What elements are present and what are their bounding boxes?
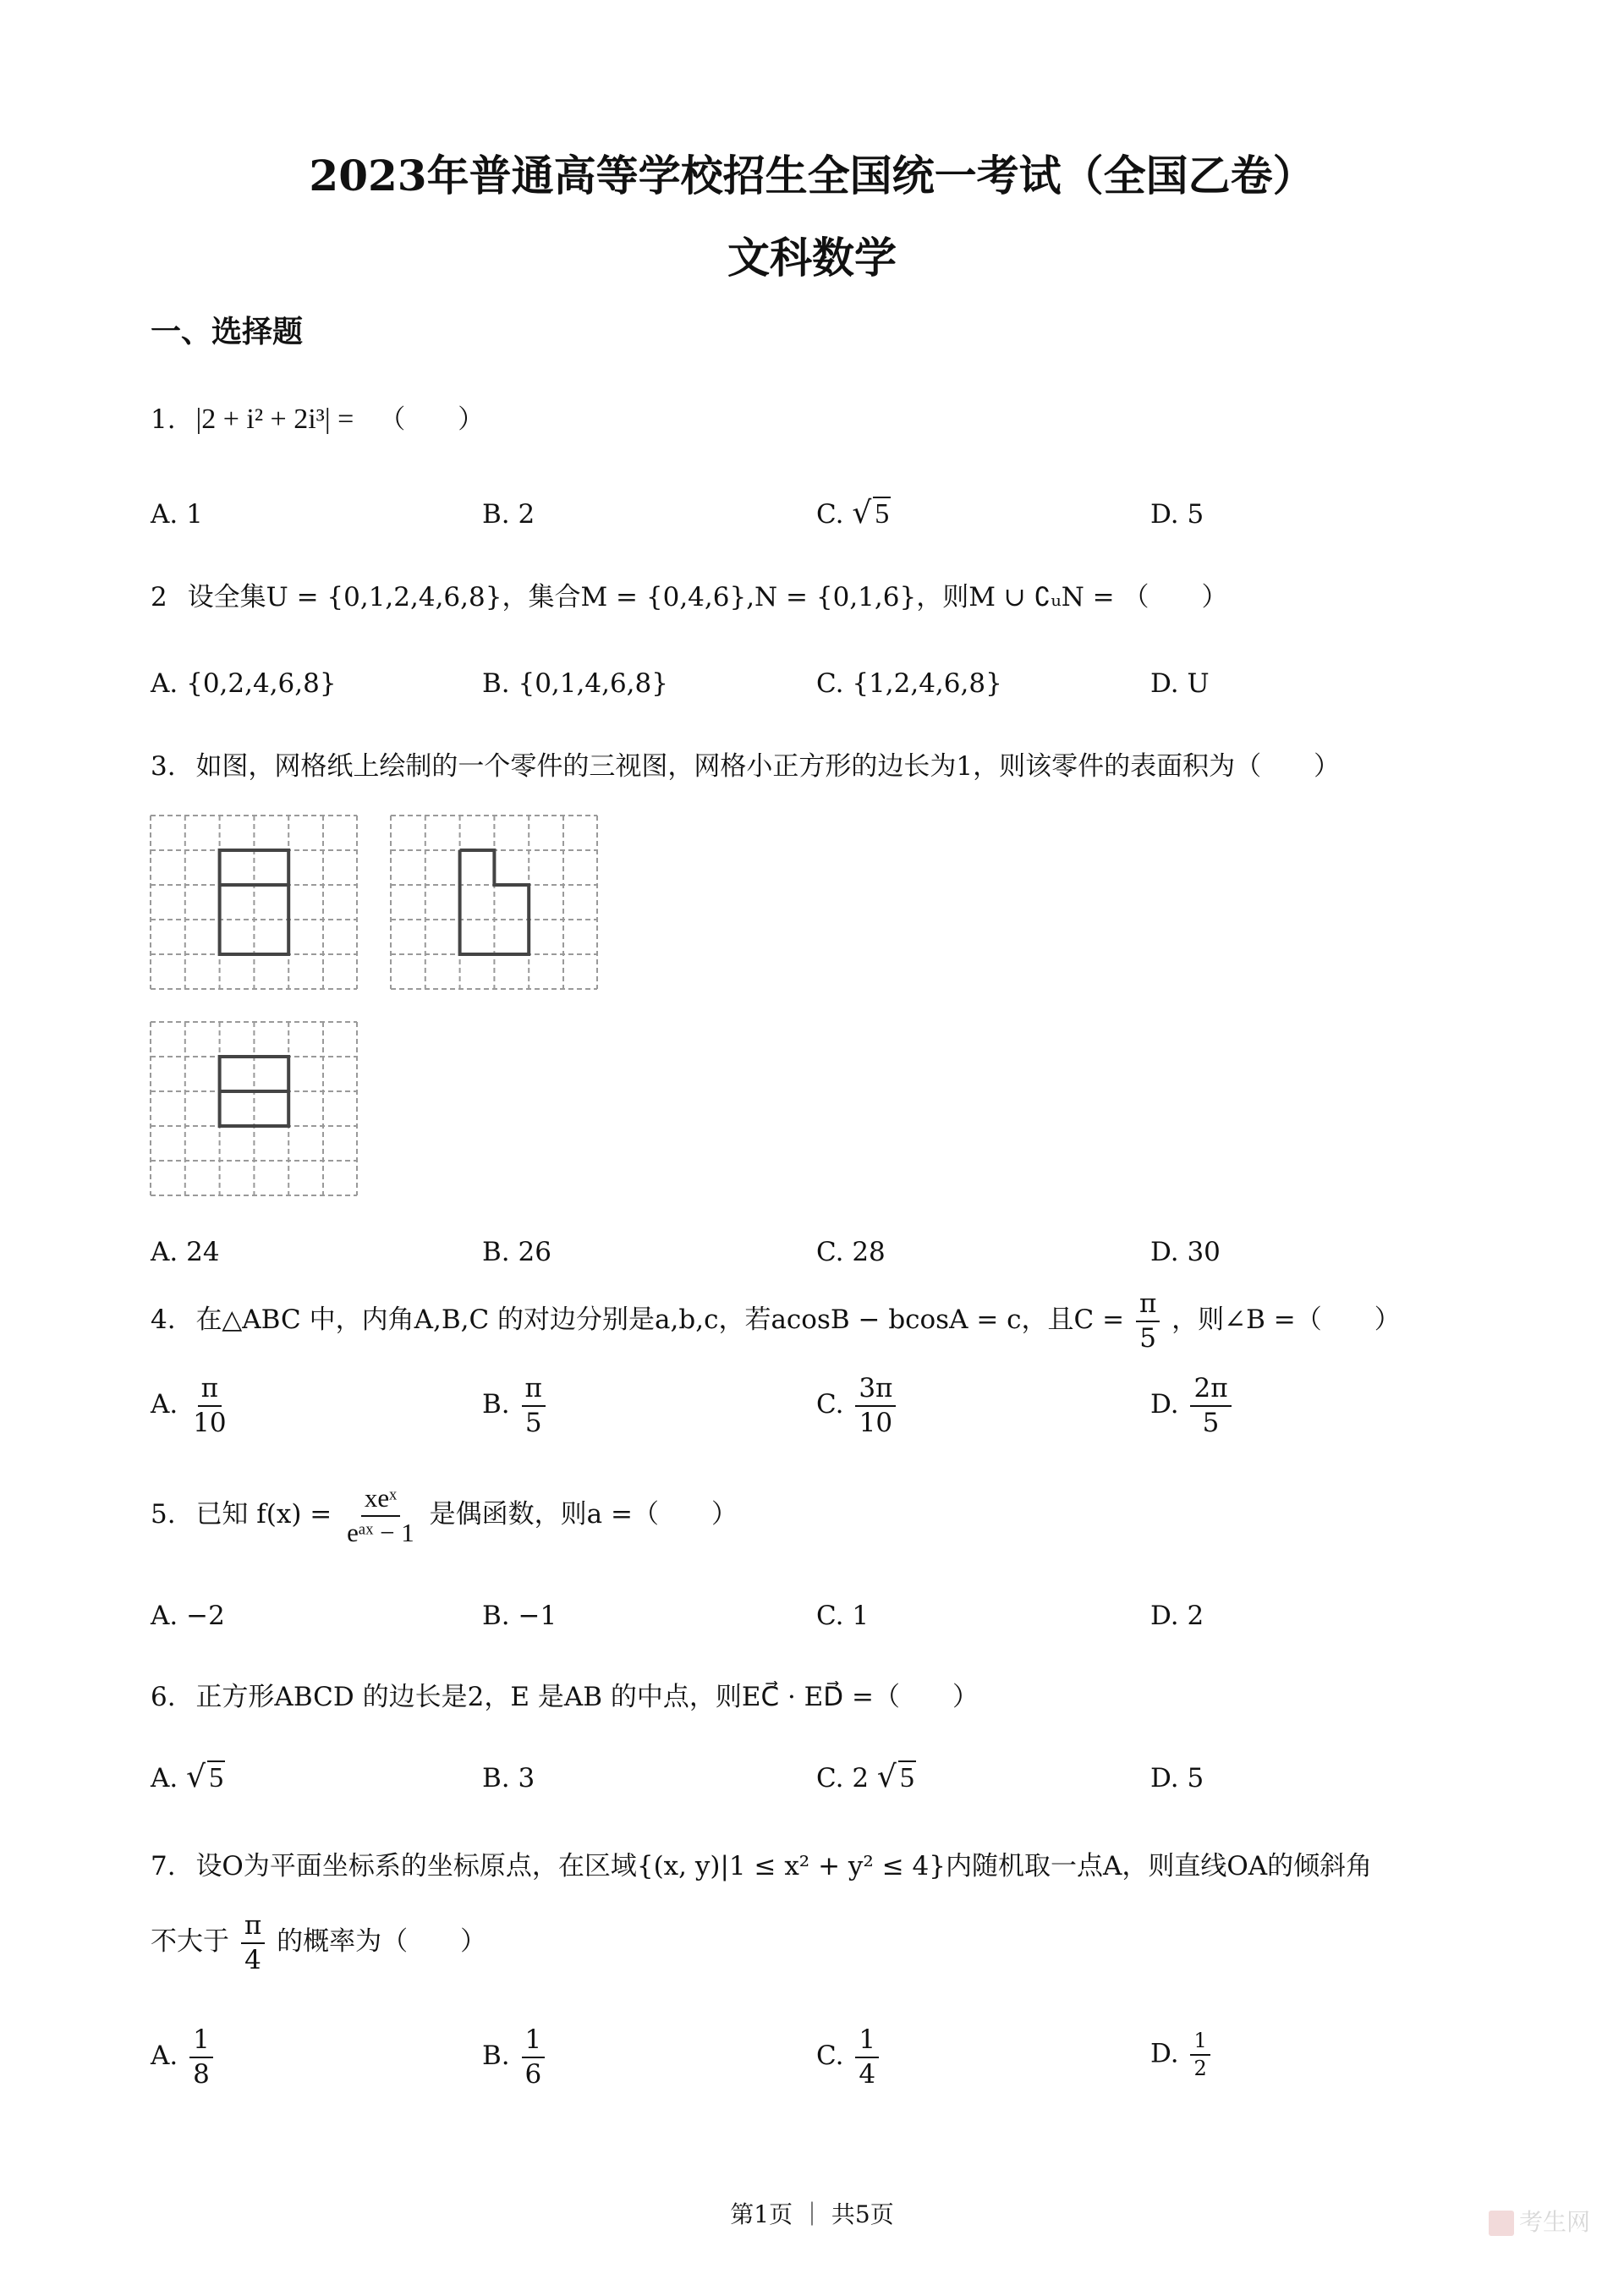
question-5 — [151, 1485, 738, 1546]
fraction: $\frac{1}{8}$ — [189, 2026, 213, 2088]
exam-subtitle: 文科数学 — [727, 233, 897, 283]
answer-blank: （ ） — [379, 404, 485, 435]
question-text: 已知 f(x) = — [195, 1499, 332, 1530]
question-3 — [151, 744, 1340, 783]
option-d: D. 2 — [1150, 1601, 1204, 1631]
option-c: C. √ 5 — [816, 496, 890, 530]
fraction: $\frac{\pi}{4}$ — [241, 1912, 265, 1974]
fraction: $\frac{\pi}{10}$ — [193, 1373, 227, 1438]
option-d: D. 5 — [1150, 499, 1204, 530]
question-1 — [151, 398, 484, 436]
question-number: 4. — [151, 1305, 176, 1336]
sqrt-icon: √ — [852, 496, 872, 530]
option-b: B. $\frac{\pi}{5}$ — [482, 1375, 549, 1436]
fraction: $\frac{1}{6}$ — [522, 2026, 546, 2088]
question-text: 不大于 — [151, 1926, 229, 1958]
option-b: B. −1 — [482, 1601, 557, 1631]
option-c: C. $\frac{3\pi}{10}$ — [816, 1375, 899, 1436]
option-a: A. {0,2,4,6,8} — [151, 668, 337, 699]
fraction: $\frac{3\pi}{10}$ — [855, 1375, 896, 1436]
option-b: B. $\frac{1}{6}$ — [482, 2026, 548, 2088]
fraction: $\frac{1}{4}$ — [855, 2026, 879, 2088]
option-d: D. 5 — [1150, 1763, 1204, 1793]
section-title: 一、选择题 — [151, 314, 304, 349]
question-number: 3. — [151, 751, 176, 782]
question-text-end: 是偶函数，则a =（ ） — [429, 1499, 738, 1530]
option-c: C. 28 — [816, 1237, 886, 1267]
fraction: $\frac{1}{2}$ — [1190, 2030, 1210, 2079]
fraction: $\frac{\text{xeˣ}}{\text{eᵃˣ − 1}}$ — [347, 1483, 414, 1547]
option-b: B. {0,1,4,6,8} — [482, 668, 668, 699]
question-text: 如图，网格纸上绘制的一个零件的三视图，网格小正方形的边长为1，则该零件的表面积为（ ） — [195, 751, 1341, 782]
question-text: |2 + i² + 2i³| = — [195, 404, 354, 435]
exam-title: 2023年普通高等学校招生全国统一考试（全国乙卷） — [309, 151, 1315, 200]
option-c: C. $\frac{1}{4}$ — [816, 2026, 882, 2088]
sqrt-icon: √ — [876, 1760, 897, 1794]
question-text: 设全集U = {0,1,2,4,6,8}，集合M = {0,4,6},N = {0,1,6}，则M ∪ ∁ᵤN = （ ） — [187, 582, 1228, 612]
option-c: C. 1 — [816, 1601, 870, 1631]
option-d: D. 30 — [1150, 1237, 1221, 1267]
question-6 — [151, 1675, 979, 1713]
question-text: 正方形ABCD 的边长是2，E 是AB 的中点，则EC⃗ · ED⃗ =（ ） — [195, 1682, 979, 1712]
option-c: C. {1,2,4,6,8} — [816, 668, 1002, 699]
option-b: B. 2 — [482, 499, 535, 530]
front-view-figure — [149, 814, 359, 993]
question-7-line-2 — [151, 1912, 486, 1974]
question-text: 在△ABC 中，内角A,B,C 的对边分别是a,b,c，若acosB − bcosA = c，且C = — [195, 1305, 1125, 1336]
fraction: $\frac{\pi}{5}$ — [522, 1375, 546, 1436]
logo-icon — [1489, 2211, 1514, 2236]
option-a: A. $\frac{1}{8}$ — [151, 2026, 217, 2088]
question-number: 1. — [151, 404, 176, 435]
question-number: 2 — [151, 582, 167, 612]
question-text: 设O为平面坐标系的坐标原点，在区域{(x, y)|1 ≤ x² + y² ≤ 4}内随机取一点A，则直线OA的倾斜角 — [195, 1851, 1373, 1881]
option-b: B. 26 — [482, 1237, 551, 1267]
watermark-logo: 考生网 — [1489, 2204, 1590, 2238]
option-b: B. 3 — [482, 1763, 535, 1793]
option-a: A. −2 — [151, 1601, 225, 1631]
question-text-end: 的概率为（ ） — [277, 1926, 487, 1958]
fraction: $\frac{2\pi}{5}$ — [1190, 1375, 1231, 1436]
fraction: $\frac{\pi}{5}$ — [1136, 1290, 1160, 1352]
question-number: 6. — [151, 1682, 176, 1712]
question-2 — [151, 575, 1228, 613]
option-a: A. √ 5 — [151, 1760, 224, 1794]
option-d: D. $\frac{1}{2}$ — [1150, 2030, 1214, 2079]
question-number: 5. — [151, 1499, 176, 1530]
option-d: D. $\frac{2\pi}{5}$ — [1150, 1375, 1235, 1436]
question-7 — [151, 1844, 1372, 1882]
option-a: A. $\frac{\pi}{10}$ — [151, 1375, 233, 1436]
top-view-figure — [149, 1020, 359, 1200]
page-footer: 第1页 ｜ 共5页 — [730, 2200, 894, 2228]
option-c: C. 2 √ 5 — [816, 1760, 914, 1794]
question-number: 7. — [151, 1851, 176, 1881]
side-view-figure — [389, 814, 599, 993]
question-text-end: ，则∠B =（ ） — [1171, 1305, 1401, 1336]
option-a: A. 24 — [151, 1237, 220, 1267]
option-d: D. U — [1150, 668, 1210, 699]
sqrt-icon: √ — [186, 1760, 206, 1794]
question-4 — [151, 1290, 1401, 1352]
option-a: A. 1 — [151, 499, 203, 530]
